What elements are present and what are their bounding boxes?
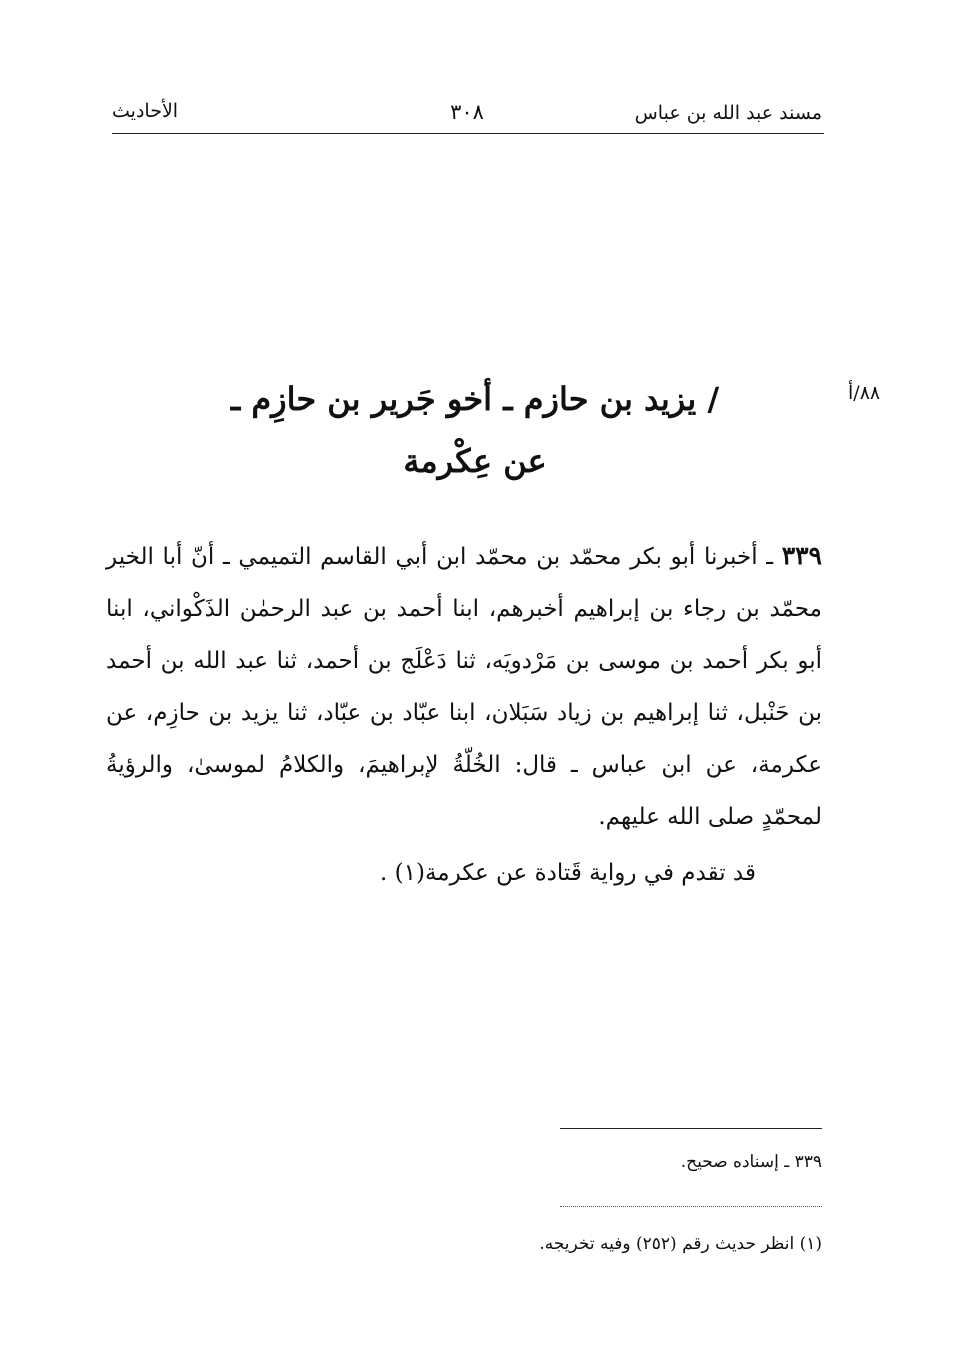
footnote-1: (١) انظر حديث رقم (٢٥٢) وفيه تخريجه.	[539, 1234, 822, 1254]
hadith-text: ـ أخبرنا أبو بكر محمّد بن محمّد ابن أبي القاسم التميمي ـ أنّ أبا الخير محمّد بن رجاء بن إبراهيم أخبرهم، ابنا أحمد بن عبد الرحمٰن الذَكْواني، ابنا أبو بكر أحمد بن موسى بن مَرْدويَه، ثنا دَعْلَج بن أحمد، ثنا عبد الله بن أحمد بن حَنْبل، ثنا إبراهيم بن زياد سَبَلان، ابنا عبّاد بن عبّاد، ثنا يزيد بن حازِم، عن عكرمة، عن ابن عباس ـ قال: الخُلّةُ لإبراهيمَ، والكلامُ لموسىٰ، والرؤيةُ لمحمّدٍ صلى الله عليهم.	[106, 544, 822, 830]
hadith-body	[106, 530, 822, 899]
hadith-follow-up: قد تقدم في رواية قَتادة عن عكرمة(١) .	[380, 860, 756, 886]
hadith-paragraph	[106, 530, 822, 843]
page-number: ٣٠٨	[450, 100, 484, 124]
footnote-grading: ٣٣٩ ـ إسناده صحيح.	[680, 1152, 822, 1172]
running-header	[112, 98, 822, 132]
footnote-divider	[560, 1128, 822, 1129]
header-book-title: مسند عبد الله بن عباس	[634, 102, 822, 124]
header-section-title: الأحاديث	[112, 100, 179, 122]
hadith-number: ٣٣٩	[781, 541, 822, 570]
footnote-dotted-divider	[560, 1206, 822, 1207]
chapter-title-line-2: عن عِكْرمة	[403, 442, 547, 480]
header-divider	[112, 133, 824, 134]
chapter-title-line-1: / يزيد بن حازم ـ أخو جَرير بن حازِم ـ	[230, 380, 720, 418]
manuscript-folio-mark: ٨٨/أ	[848, 382, 881, 404]
chapter-title	[130, 368, 820, 492]
